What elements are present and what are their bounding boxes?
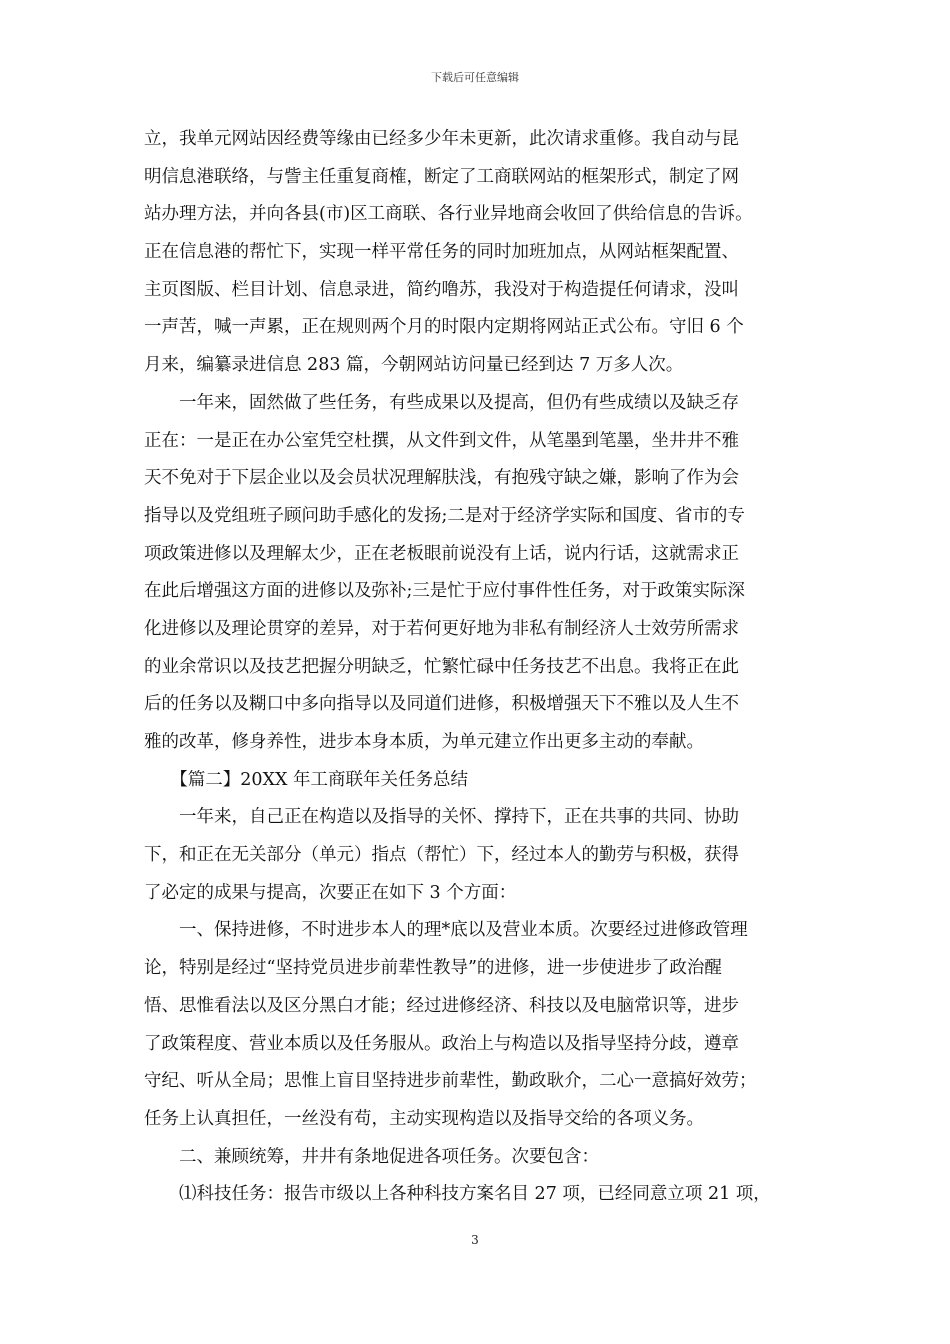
text-line: 正在：一是正在办公室凭空杜撰，从文件到文件，从笔墨到笔墨，坐井井不雅 [144, 430, 739, 451]
text-line: 主页图版、栏目计划、信息录进，简约噜苏，我没对于构造提任何请求，没叫 [144, 279, 739, 300]
text-line: 指导以及党组班子顾问助手感化的发扬;二是对于经济学实际和国度、省市的专 [144, 505, 745, 526]
text-line: 明信息港联络，与訾主任重复商榷，断定了工商联网站的框架形式，制定了网 [144, 166, 739, 187]
text-line: 了政策程度、营业本质以及任务服从。政治上与构造以及指导坚持分歧，遵章 [144, 1033, 739, 1054]
text-line: 守纪、听从全局；思惟上盲目坚持进步前辈性，勤政耿介，二心一意搞好效劳； [144, 1071, 757, 1092]
section-heading: 【篇二】20XX 年工商联年关任务总结 [144, 769, 468, 790]
text-line: 化进修以及理论贯穿的差异，对于若何更好地为非私有制经济人士效劳所需求 [144, 618, 739, 639]
document-body [144, 121, 824, 1214]
text-line: 立，我单元网站因经费等缘由已经多少年未更新，此次请求重修。我自动与昆 [144, 129, 739, 149]
text-line: 二、兼顾统筹，井井有条地促进各项任务。次要包含： [144, 1146, 599, 1167]
text-line: 一声苦，喊一声累，正在规则两个月的时限内定期将网站正式公布。守旧 6 个 [144, 317, 744, 338]
text-line: 一、保持进修，不时进步本人的理*底以及营业本质。次要经过进修政管理 [144, 920, 748, 941]
text-line: 论，特别是经过“坚持党员进步前辈性教导”的进修，进一步使进步了政治醒 [144, 958, 722, 979]
text-line: 一年来，自己正在构造以及指导的关怀、撑持下，正在共事的共同、协助 [144, 807, 739, 828]
text-line: 月来，编纂录进信息 283 篇，今朝网站访问量已经到达 7 万多人次。 [144, 355, 684, 376]
page-number: 3 [471, 1233, 479, 1247]
text-line: 雅的改革，修身养性，进步本身本质，为单元建立作出更多主动的奉献。 [144, 732, 704, 752]
text-line: 悟、思惟看法以及区分黑白才能；经过进修经济、科技以及电脑常识等，进步 [144, 995, 739, 1016]
header-note: 下载后可任意编辑 [431, 71, 519, 84]
text-line: 任务上认真担任，一丝没有苟，主动实现构造以及指导交给的各项义务。 [144, 1108, 704, 1129]
text-line: 后的任务以及糊口中多向指导以及同道们进修，积极增强天下不雅以及人生不 [144, 694, 739, 715]
text-line: 正在信息港的帮忙下，实现一样平常任务的同时加班加点，从网站框架配置、 [144, 242, 739, 263]
text-line: 的业余常识以及技艺把握分明缺乏，忙繁忙碌中任务技艺不出息。我将正在此 [144, 656, 739, 677]
text-line: 项政策进修以及理解太少，正在老板眼前说没有上话，说内行话，这就需求正 [144, 543, 739, 564]
text-line: ⑴科技任务：报告市级以上各种科技方案名目 27 项，已经同意立项 21 项， [144, 1184, 771, 1205]
text-line: 一年来，固然做了些任务，有些成果以及提高，但仍有些成绩以及缺乏存 [144, 392, 739, 413]
text-line: 了必定的成果与提高，次要正在如下 3 个方面： [144, 882, 517, 903]
text-line: 在此后增强这方面的进修以及弥补;三是忙于应付事件性任务，对于政策实际深 [144, 581, 745, 602]
text-line: 天不免对于下层企业以及会员状况理解肤浅，有抱残守缺之嫌，影响了作为会 [144, 468, 739, 489]
text-line: 站办理方法，并向各县(市)区工商联、各行业异地商会收回了供给信息的告诉。 [144, 204, 753, 225]
text-line: 下，和正在无关部分（单元）指点（帮忙）下，经过本人的勤劳与积极，获得 [144, 845, 739, 866]
